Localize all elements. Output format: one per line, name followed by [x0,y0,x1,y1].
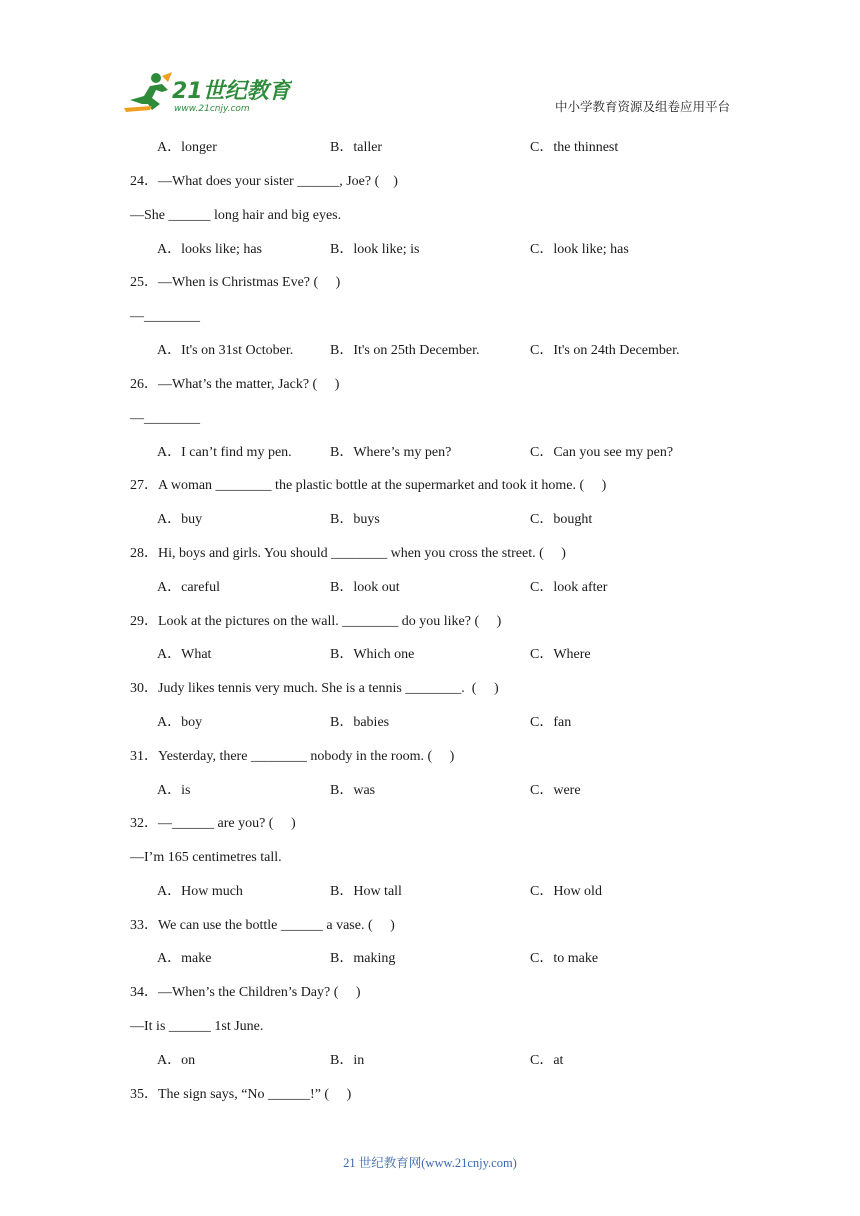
options-row-32 [157,883,800,901]
option-b: B．It's on 25th December. [330,343,480,358]
option-c: C．Where [530,647,591,662]
logo-text: 21世纪教育 [172,79,291,104]
option-b: B．How tall [330,884,402,899]
answer-line-25: —________ [130,309,200,324]
option-a: A．looks like; has [157,242,262,257]
question-32: 32．—______ are you? ( ) [130,816,296,831]
option-b: B．babies [330,715,390,730]
options-row-29 [157,646,800,664]
option-b: B．Where’s my pen? [330,445,452,460]
option-a: A．buy [157,512,203,527]
question-25: 25．—When is Christmas Eve? ( ) [130,275,341,290]
runner-logo-icon [122,70,292,116]
question-24: 24．—What does your sister ______, Joe? ( ) [130,174,398,189]
option-c: C．fan [530,715,572,730]
option-a: A．careful [157,580,220,595]
option-c: C．at [530,1053,564,1068]
options-row-30 [157,714,800,732]
question-28: 28．Hi, boys and girls. You should ________ when you cross the street. ( ) [130,546,566,561]
option-b: B．was [330,783,376,798]
question-26: 26．—What’s the matter, Jack? ( ) [130,377,340,392]
options-row-26 [157,444,800,462]
option-b: B．taller [330,140,383,155]
option-b: B．in [330,1053,365,1068]
option-c: C．look after [530,580,608,595]
option-a: A．make [157,951,212,966]
option-b: B．look out [330,580,400,595]
option-a: A．How much [157,884,243,899]
option-a: A．What [157,647,212,662]
options-row-28 [157,579,800,597]
option-a: A．longer [157,140,217,155]
logo [122,70,292,116]
answer-line-26: —________ [130,411,200,426]
option-c: C．were [530,783,581,798]
question-35: 35．The sign says, “No ______!” ( ) [130,1087,352,1102]
options-row-34 [157,1052,800,1070]
option-a: A．It's on 31st October. [157,343,294,358]
option-a: A．on [157,1053,196,1068]
option-c: C．the thinnest [530,140,619,155]
option-b: B．look like; is [330,242,420,257]
options-row-27 [157,511,800,529]
logo-url: www.21cnjy.com [174,104,250,114]
option-c: C．bought [530,512,593,527]
option-b: B．making [330,951,396,966]
question-33: 33．We can use the bottle ______ a vase. ( ) [130,918,395,933]
question-29: 29．Look at the pictures on the wall. ________ do you like? ( ) [130,614,502,629]
option-b: B．Which one [330,647,415,662]
options-row-31 [157,782,800,800]
header-platform-text: 中小学教育资源及组卷应用平台 [554,99,730,114]
option-a: A．boy [157,715,203,730]
option-b: B．buys [330,512,380,527]
options-row-33 [157,950,800,968]
question-34: 34．—When’s the Children’s Day? ( ) [130,985,361,1000]
option-c: C．look like; has [530,242,629,257]
question-27: 27．A woman ________ the plastic bottle at the supermarket and took it home. ( ) [130,478,607,493]
options-row-25 [157,342,800,360]
option-c: C．How old [530,884,602,899]
option-c: C．It's on 24th December. [530,343,680,358]
answer-line-32: —I’m 165 centimetres tall. [130,850,282,865]
option-a: A．is [157,783,191,798]
options-row-24 [157,241,800,259]
answer-line-24: —She ______ long hair and big eyes. [130,208,342,223]
question-31: 31．Yesterday, there ________ nobody in the room. ( ) [130,749,455,764]
option-c: C．to make [530,951,599,966]
option-a: A．I can’t find my pen. [157,445,292,460]
options-row-23 [157,139,800,157]
option-c: C．Can you see my pen? [530,445,674,460]
footer-link[interactable]: 21 世纪教育网(www.21cnjy.com) [343,1156,517,1170]
question-30: 30．Judy likes tennis very much. She is a tennis ________. ( ) [130,681,499,696]
answer-line-34: —It is ______ 1st June. [130,1019,264,1034]
